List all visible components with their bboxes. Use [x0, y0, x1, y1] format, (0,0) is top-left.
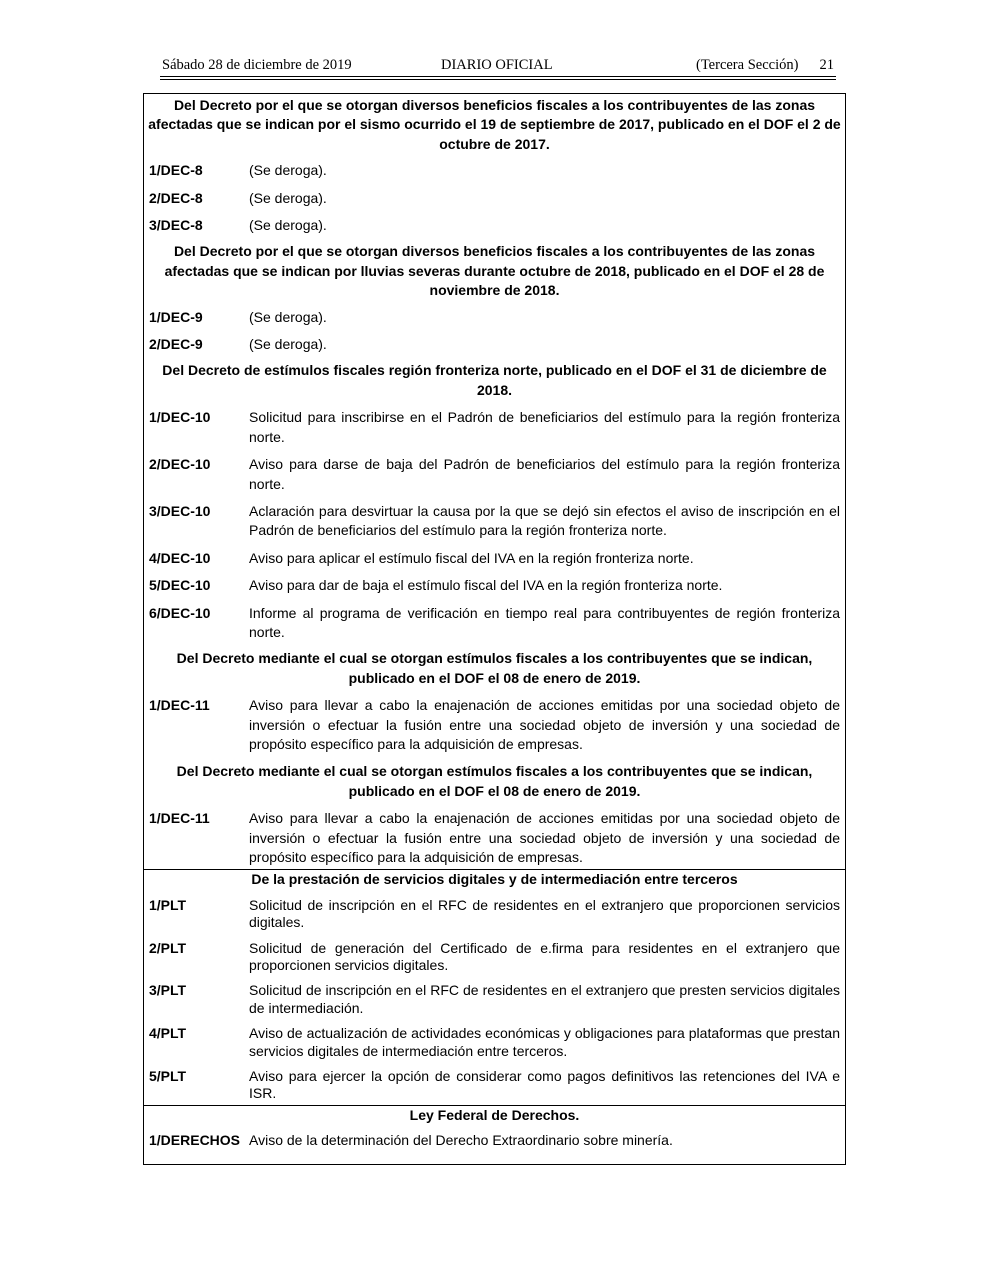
- form-code: 5/DEC-10: [149, 577, 211, 594]
- form-description: Solicitud de inscripción en el RFC de residentes en el extranjero que presten servicios digitales de intermediación.: [249, 982, 840, 1016]
- header-section: (Tercera Sección): [696, 57, 799, 73]
- header-date: Sábado 28 de diciembre de 2019: [162, 57, 352, 73]
- table-row: [144, 502, 845, 541]
- table-row: [144, 308, 845, 327]
- section-title: Del Decreto mediante el cual se otorgan estímulos fiscales a los contribuyentes que se indican, publicado en el DOF el 08 de enero de 2019.: [176, 650, 813, 686]
- form-code: 1/DEC-11: [149, 697, 210, 714]
- form-code: 3/DEC-8: [149, 217, 203, 234]
- table-row: [144, 408, 845, 447]
- section-dec-8: [144, 94, 845, 235]
- form-description: (Se deroga).: [249, 189, 327, 206]
- form-description: Aviso para aplicar el estímulo fiscal del IVA en la región fronteriza norte.: [249, 549, 694, 566]
- form-description: Aviso de actualización de actividades económicas y obligaciones para plataformas que prestan servicios digitales de intermediación entre terceros.: [249, 1025, 840, 1059]
- section-title: Del Decreto por el que se otorgan diversos beneficios fiscales a los contribuyentes de las zonas afectadas que se indican por el sismo ocurrido el 19 de septiembre de 2017, publicado en el DOF el 2 de octubre de 2017.: [148, 97, 841, 152]
- table-row: [144, 897, 845, 932]
- section-dec-11-repeat: [144, 762, 845, 867]
- form-description: (Se deroga).: [249, 308, 327, 325]
- header-publication: DIARIO OFICIAL: [441, 57, 553, 73]
- table-row: [144, 161, 845, 180]
- table-row: [144, 1025, 845, 1060]
- form-description: (Se deroga).: [249, 162, 327, 179]
- form-code: 2/DEC-10: [149, 456, 211, 473]
- section-derechos: [144, 1105, 845, 1151]
- page-header: [160, 56, 836, 77]
- form-code: 1/DEC-10: [149, 409, 211, 426]
- table-row: [144, 696, 845, 754]
- form-code: 2/PLT: [149, 939, 187, 956]
- section-dec-11: [144, 649, 845, 754]
- form-description: Aviso para ejercer la opción de considerar como pagos definitivos las retenciones del IVA e ISR.: [249, 1068, 840, 1102]
- form-code: 2/DEC-9: [149, 336, 203, 353]
- form-code: 4/PLT: [149, 1025, 187, 1042]
- form-description: Solicitud para inscribirse en el Padrón de beneficiarios del estímulo para la región fronteriza norte.: [249, 409, 840, 445]
- header-page-number: 21: [819, 57, 834, 73]
- section-dec-9: [144, 242, 845, 354]
- form-description: Aviso para llevar a cabo la enajenación de acciones emitidas por una sociedad objeto de inversión o efectuar la fusión entre una sociedad objeto de inversión y una sociedad de propósito específico para la adquisición de empresas.: [249, 697, 840, 752]
- form-code: 1/DEC-11: [149, 810, 210, 827]
- form-code: 5/PLT: [149, 1068, 187, 1085]
- forms-table: [143, 93, 846, 1165]
- section-dec-10: [144, 361, 845, 642]
- form-code: 1/DEC-9: [149, 308, 203, 325]
- form-code: 3/DEC-10: [149, 502, 211, 519]
- section-title: Ley Federal de Derechos.: [409, 1106, 580, 1123]
- form-description: Aviso de la determinación del Derecho Extraordinario sobre minería.: [249, 1132, 673, 1149]
- form-code: 3/PLT: [149, 982, 187, 999]
- form-description: Aviso para llevar a cabo la enajenación de acciones emitidas por una sociedad objeto de inversión o efectuar la fusión entre una sociedad objeto de inversión y una sociedad de propósito específico para la adquisición de empresas.: [249, 810, 840, 865]
- table-row: [144, 1068, 845, 1103]
- form-description: (Se deroga).: [249, 217, 327, 234]
- form-code: 2/DEC-8: [149, 189, 203, 206]
- form-code: 6/DEC-10: [149, 604, 211, 621]
- section-plt: [144, 869, 845, 1102]
- section-title: Del Decreto mediante el cual se otorgan estímulos fiscales a los contribuyentes que se indican, publicado en el DOF el 08 de enero de 2019.: [176, 763, 813, 799]
- table-row: [144, 455, 845, 494]
- form-code: 1/DEC-8: [149, 162, 203, 179]
- form-description: Solicitud de generación del Certificado de e.firma para residentes en el extranjero que proporcionen servicios digitales.: [249, 939, 840, 974]
- table-row: [144, 1131, 845, 1150]
- table-row: [144, 940, 845, 975]
- table-row: [144, 604, 845, 643]
- form-description: (Se deroga).: [249, 336, 327, 353]
- section-title: Del Decreto por el que se otorgan diversos beneficios fiscales a los contribuyentes de las zonas afectadas que se indican por lluvias severas durante octubre de 2018, publicado en el DOF el 28 de noviembre de 2018.: [164, 243, 825, 299]
- form-description: Aviso para dar de baja el estímulo fiscal del IVA en la región fronteriza norte.: [249, 577, 723, 594]
- header-double-rule: [160, 79, 836, 80]
- table-row: [144, 809, 845, 867]
- form-code: 1/PLT: [149, 896, 187, 913]
- table-row: [144, 576, 845, 595]
- section-title: De la prestación de servicios digitales y de intermediación entre terceros: [251, 871, 738, 888]
- form-code: 4/DEC-10: [149, 549, 211, 566]
- form-description: Aviso para darse de baja del Padrón de beneficiarios del estímulo para la región fronteriza norte.: [249, 456, 840, 492]
- form-description: Aclaración para desvirtuar la causa por la que se dejó sin efectos el aviso de inscripción en el Padrón de beneficiarios del estímulo para la región fronteriza norte.: [249, 502, 840, 539]
- table-row: [144, 189, 845, 208]
- form-description: Informe al programa de verificación en tiempo real para contribuyentes de región fronteriza norte.: [249, 604, 840, 640]
- table-row: [144, 982, 845, 1017]
- form-code: 1/DERECHOS: [149, 1132, 241, 1149]
- form-description: Solicitud de inscripción en el RFC de residentes en el extranjero que proporcionen servicios digitales.: [249, 896, 840, 931]
- table-row: [144, 335, 845, 354]
- table-row: [144, 549, 845, 568]
- section-title: Del Decreto de estímulos fiscales región fronteriza norte, publicado en el DOF el 31 de diciembre de 2018.: [162, 362, 827, 398]
- table-row: [144, 216, 845, 235]
